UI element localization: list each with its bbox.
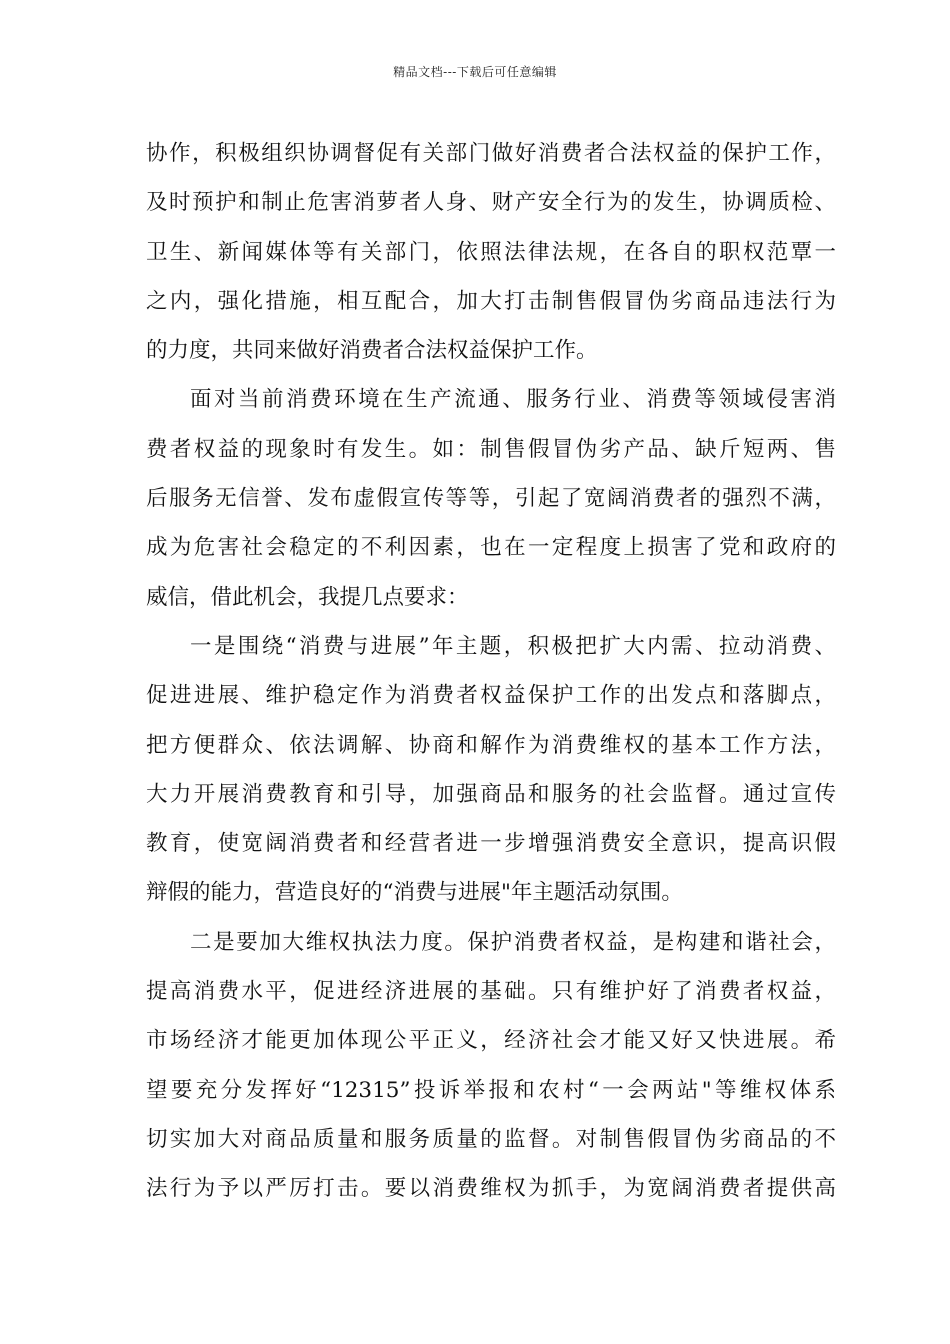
paragraph	[146, 129, 836, 375]
text-line: 切实加大对商品质量和服务质量的监督。对制售假冒伪劣商品的不	[146, 1126, 836, 1152]
text-line: 教育，使宽阔消费者和经营者进一步增强消费安全意识，提高识假	[146, 831, 836, 857]
text-line: 之内，强化措施，相互配合，加大打击制售假冒伪劣商品违法行为	[146, 288, 836, 314]
text-line: 把方便群众、依法调解、协商和解作为消费维权的基本工作方法，	[146, 732, 836, 758]
page-header: 精品文档---下载后可任意编辑	[393, 65, 557, 79]
document-body	[146, 129, 836, 1214]
text-line: 法行为予以严厉打击。要以消费维权为抓手，为宽阔消费者提供高	[146, 1176, 836, 1202]
text-line: 促进进展、维护稳定作为消费者权益保护工作的出发点和落脚点，	[146, 683, 836, 709]
text-line: 大力开展消费教育和引导，加强商品和服务的社会监督。通过宣传	[146, 781, 836, 807]
text-line: 一是围绕“消费与进展”年主题，积极把扩大内需、拉动消费、	[190, 633, 836, 659]
text-line: 协作，积极组织协调督促有关部门做好消费者合法权益的保护工作，	[146, 141, 836, 166]
text-line: 成为危害社会稳定的不利因素，也在一定程度上损害了党和政府的	[146, 535, 836, 561]
text-line: 费者权益的现象时有发生。如：制售假冒伪劣产品、缺斤短两、售	[146, 436, 836, 462]
paragraph	[146, 375, 836, 621]
text-line: 的力度，共同来做好消费者合法权益保护工作。	[146, 338, 598, 364]
paragraph	[146, 622, 836, 918]
text-line: 提高消费水平，促进经济进展的基础。只有维护好了消费者权益，	[146, 979, 836, 1005]
text-line: 望要充分发挥好“12315”投诉举报和农村“一会两站"等维权体系	[146, 1077, 836, 1103]
text-line: 二是要加大维权执法力度。保护消费者权益，是构建和谐社会，	[190, 929, 836, 955]
paragraph	[146, 918, 836, 1214]
text-line: 市场经济才能更加体现公平正义，经济社会才能又好又快进展。希	[146, 1028, 836, 1054]
text-line: 威信，借此机会，我提几点要求：	[146, 584, 469, 610]
text-line: 面对当前消费环境在生产流通、服务行业、消费等领域侵害消	[190, 387, 836, 413]
text-line: 辩假的能力，营造良好的“消费与进展"年主题活动氛围。	[146, 880, 683, 906]
text-line: 卫生、新闻媒体等有关部门，依照法律法规，在各自的职权范覃一	[146, 239, 836, 265]
text-line: 及时预护和制止危害消萝者人身、财产安全行为的发生，协调质检、	[146, 190, 836, 216]
text-line: 后服务无信誉、发布虚假宣传等等，引起了宽阔消费者的强烈不满，	[146, 486, 836, 512]
